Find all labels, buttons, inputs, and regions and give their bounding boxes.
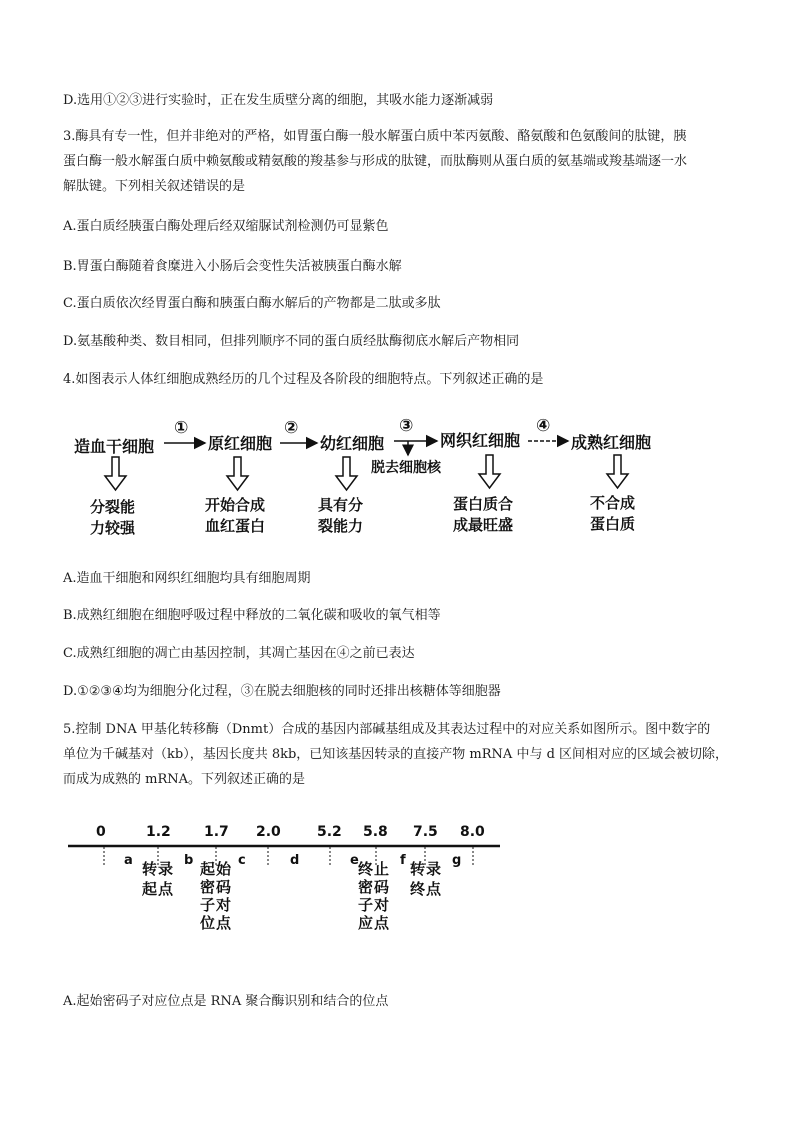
label-1-char-1: 始 xyxy=(216,860,232,878)
feature-1-line1: 分裂能 xyxy=(90,498,136,516)
label-2-char-3: 码 xyxy=(374,878,390,896)
feature-3-line1: 具有分 xyxy=(318,496,364,514)
feature-4-line1: 蛋白质合 xyxy=(453,495,514,513)
label-0-char-3: 点 xyxy=(158,880,174,898)
q4-option-c: C.成熟红细胞的凋亡由基因控制，其凋亡基因在④之前已表达 xyxy=(63,646,415,661)
q5-option-a: A.起始密码子对应位点是 RNA 聚合酶识别和结合的位点 xyxy=(63,994,389,1009)
position-label-0: 0 xyxy=(96,824,106,840)
q2-option-d: D.选用①②③进行实验时，正在发生质壁分离的细胞，其吸水能力逐渐减弱 xyxy=(63,93,494,108)
q3-option-d: D.氨基酸种类、数目相同，但排列顺序不同的蛋白质经肽酶彻底水解后产物相同 xyxy=(63,334,520,349)
label-0-char-0: 转 xyxy=(142,860,158,878)
feature-1-line2: 力较强 xyxy=(90,519,136,537)
stage-erythroblast: 幼红细胞 xyxy=(320,434,385,453)
label-3-char-3: 点 xyxy=(426,880,442,898)
feature-2-line1: 开始合成 xyxy=(205,496,266,514)
q5-stem-line3: 而成为成熟的 mRNA。下列叙述正确的是 xyxy=(63,772,306,787)
position-label-1: 1.2 xyxy=(146,824,171,840)
feature-2-line2: 血红蛋白 xyxy=(205,517,266,535)
q4-option-a: A.造血干细胞和网织红细胞均具有细胞周期 xyxy=(63,571,311,586)
step-number-1: ① xyxy=(174,418,189,438)
q3-option-c: C.蛋白质依次经胃蛋白酶和胰蛋白酶水解后的产物都是二肽或多肽 xyxy=(63,296,441,311)
position-label-4: 5.2 xyxy=(317,824,342,840)
label-3-char-2: 终 xyxy=(410,880,426,898)
label-2-char-0: 终 xyxy=(358,860,374,878)
label-2-char-7: 点 xyxy=(374,914,390,932)
region-label-g: g xyxy=(452,853,462,868)
step-number-3: ③ xyxy=(399,416,414,436)
feature-5-line1: 不合成 xyxy=(590,494,636,512)
q4-option-b: B.成熟红细胞在细胞呼吸过程中释放的二氧化碳和吸收的氧气相等 xyxy=(63,608,441,623)
q3-stem-line3: 解肽键。下列相关叙述错误的是 xyxy=(63,179,246,194)
label-2-char-4: 子 xyxy=(358,896,374,914)
position-label-3: 2.0 xyxy=(256,824,281,840)
region-label-d: d xyxy=(290,853,300,868)
q3-option-a: A.蛋白质经胰蛋白酶处理后经双缩脲试剂检测仍可显紫色 xyxy=(63,219,389,234)
position-label-2: 1.7 xyxy=(204,824,229,840)
q3-stem-line1: 3.酶具有专一性，但并非绝对的严格，如胃蛋白酶一般水解蛋白质中苯丙氨酸、酪氨酸和色氨酸间的肽键，胰 xyxy=(63,129,687,144)
stage-reticulocyte: 网织红细胞 xyxy=(440,431,521,450)
step-number-2: ② xyxy=(284,418,299,438)
down-arrow-5 xyxy=(607,455,628,488)
region-label-f: f xyxy=(400,853,406,868)
region-label-a: a xyxy=(124,853,133,868)
stage-hematopoietic-stem-cell: 造血干细胞 xyxy=(74,437,155,456)
label-2-char-1: 止 xyxy=(374,860,390,878)
region-label-b: b xyxy=(184,853,194,868)
label-2-char-2: 密 xyxy=(358,878,374,896)
feature-5-line2: 蛋白质 xyxy=(590,515,636,533)
label-0-char-2: 起 xyxy=(142,880,158,898)
stage-proerythroblast: 原红细胞 xyxy=(208,434,273,453)
label-2-char-5: 对 xyxy=(374,896,390,914)
label-0-char-1: 录 xyxy=(158,860,174,878)
label-1-char-0: 起 xyxy=(200,860,216,878)
red-blood-cell-maturation-figure xyxy=(60,410,740,550)
position-label-7: 8.0 xyxy=(460,824,485,840)
enucleation-note: 脱去细胞核 xyxy=(371,460,441,476)
label-1-char-3: 码 xyxy=(216,878,232,896)
label-1-char-7: 点 xyxy=(216,914,232,932)
q3-stem-line2: 蛋白酶一般水解蛋白质中赖氨酸或精氨酸的羧基参与形成的肽键，而肽酶则从蛋白质的氨基端或羧基端逐一水 xyxy=(63,154,688,169)
position-label-6: 7.5 xyxy=(413,824,438,840)
region-label-e: e xyxy=(350,853,359,868)
q3-option-b: B.胃蛋白酶随着食糜进入小肠后会变性失活被胰蛋白酶水解 xyxy=(63,259,402,274)
step-number-4: ④ xyxy=(536,416,551,436)
q5-stem-line2: 单位为千碱基对（kb），基因长度共 8kb，已知该基因转录的直接产物 mRNA 中与 d 区间相对应的区域会被切除， xyxy=(63,747,729,762)
stage-mature-red-cell: 成熟红细胞 xyxy=(571,433,652,452)
label-1-char-6: 位 xyxy=(200,914,216,932)
down-arrow-2 xyxy=(227,457,248,490)
feature-4-line2: 成最旺盛 xyxy=(453,516,514,534)
position-label-5: 5.8 xyxy=(363,824,388,840)
label-1-char-4: 子 xyxy=(200,896,216,914)
q4-option-d: D.①②③④均为细胞分化过程，③在脱去细胞核的同时还排出核糖体等细胞器 xyxy=(63,684,501,699)
dnmt-gene-structure-figure xyxy=(60,810,510,970)
label-1-char-5: 对 xyxy=(216,896,232,914)
label-3-char-0: 转 xyxy=(410,860,426,878)
down-arrow-3 xyxy=(336,457,357,490)
down-arrow-4 xyxy=(479,455,500,488)
label-2-char-6: 应 xyxy=(358,914,374,932)
q5-stem-line1: 5.控制 DNA 甲基化转移酶（Dnmt）合成的基因内部碱基组成及其表达过程中的对应关系如图所示。图中数字的 xyxy=(63,722,711,737)
q4-stem: 4.如图表示人体红细胞成熟经历的几个过程及各阶段的细胞特点。下列叙述正确的是 xyxy=(63,372,544,387)
region-label-c: c xyxy=(238,853,246,868)
label-3-char-1: 录 xyxy=(426,860,442,878)
feature-3-line2: 裂能力 xyxy=(318,517,364,535)
down-arrow-1 xyxy=(105,457,126,490)
label-1-char-2: 密 xyxy=(200,878,216,896)
